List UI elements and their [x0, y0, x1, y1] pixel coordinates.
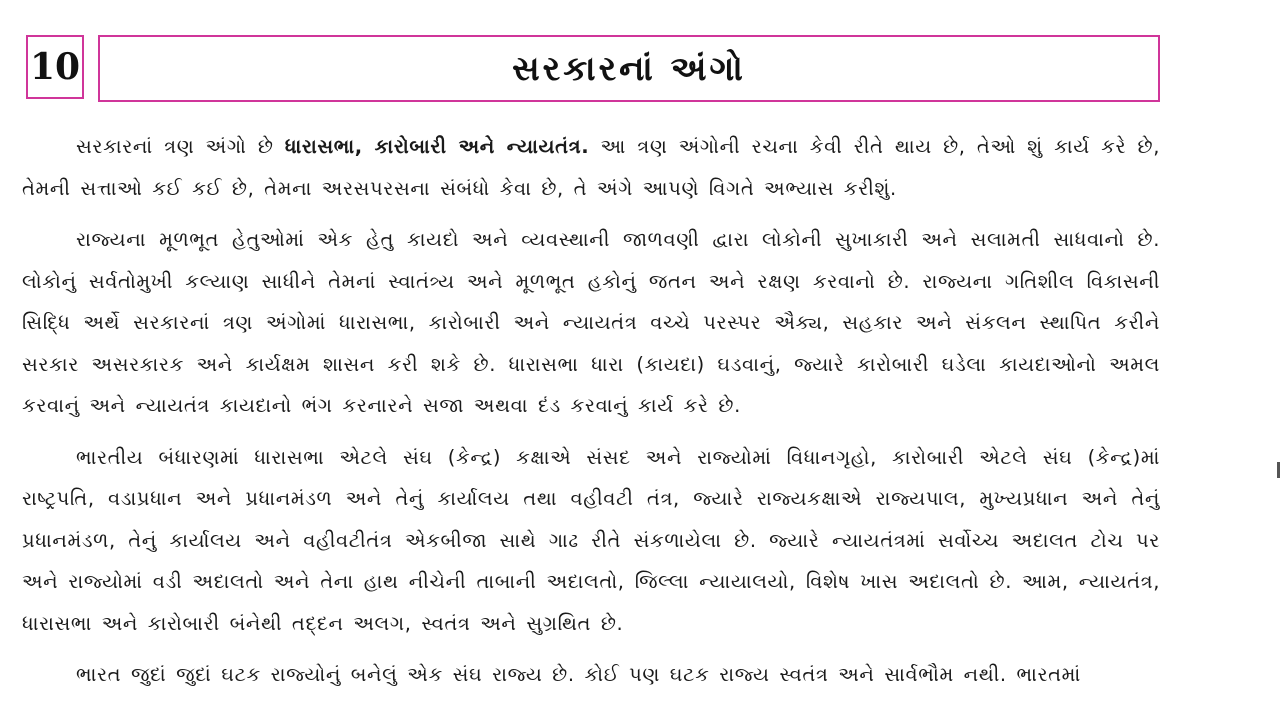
- paragraph-constitution: ભારતીય બંધારણમાં ધારાસભા એટલે સંઘ (કેન્દ્ર) કક્ષાએ સંસદ અને રાજ્યોમાં વિધાનગૃહો, કારોબારી એટલે સંઘ (કેન્દ્ર)માં રાષ્ટ્રપતિ, વડાપ્રધાન અને પ્રધાનમંડળ અને તેનું કાર્યાલય તથા વહીવટી તંત્ર, જ્યારે રાજ્યકક્ષાએ રાજ્યપાલ, મુખ્યપ્રધાન અને તેનું પ્રધાનમંડળ, તેનું કાર્યાલય અને વહીવટીતંત્ર એકબીજા સાથે ગાઢ રીતે સંકળાયેલા છે. જ્યારે ન્યાયતંત્રમાં સર્વોચ્ચ અદાલત ટોચ પર અને રાજ્યોમાં વડી અદાલતો અને તેના હાથ નીચેની તાબાની અદાલતો, જિલ્લા ન્યાયાલયો, વિશેષ ખાસ અદાલતો છે. આમ, ન્યાયતંત્ર, ધારાસભા અને કારોબારી બંનેથી તદ્દન અલગ, સ્વતંત્ર અને સુગ્રથિત છે.: [22, 445, 1160, 635]
- paragraph-intro-text: સરકારનાં ત્રણ અંગો છે: [76, 135, 285, 158]
- paragraph-purpose: રાજ્યના મૂળભૂત હેતુઓમાં એક હેતુ કાયદો અને વ્યવસ્થાની જાળવણી દ્વારા લોકોની સુખાકારી અને સલામતી સાધવાનો છે. લોકોનું સર્વતોમુખી કલ્યાણ સાધીને તેમનાં સ્વાતંત્ર્ય અને મૂળભૂત હકોનું જતન અને રક્ષણ કરવાનો છે. રાજ્યના ગતિશીલ વિકાસની સિદ્ધિ અર્થે સરકારનાં ત્રણ અંગોમાં ધારાસભા, કારોબારી અને ન્યાયતંત્ર વચ્ચે પરસ્પર ઐક્ય, સહકાર અને સંકલન સ્થાપિત કરીને સરકાર અસરકારક અને કાર્યક્ષમ શાસન કરી શકે છે. ધારાસભા ધારા (કાયદા) ઘડવાનું, જ્યારે કારોબારી ઘડેલા કાયદાઓનો અમલ કરવાનું અને ન્યાયતંત્ર કાયદાનો ભંગ કરનારને સજા અથવા દંડ કરવાનું કાર્ય કરે છે.: [22, 228, 1160, 417]
- chapter-number: 10: [26, 35, 84, 99]
- paragraph-intro-bold: ધારાસભા, કારોબારી અને ન્યાયતંત્ર.: [284, 135, 590, 158]
- paragraph-intro-rest: આ ત્રણ અંગોની રચના કેવી રીતે થાય છે, તેઓ શું કાર્ય કરે છે, તેમની સત્તાઓ કઈ કઈ છે, તેમના અરસપરસના સંબંધો કેવા છે, તે અંગે આપણે વિગતે અભ્યાસ કરીશું.: [22, 135, 1160, 200]
- paragraph-federation: ભારત જુદાં જુદાં ઘટક રાજ્યોનું બનેલું એક સંઘ રાજ્ય છે. કોઈ પણ ઘટક રાજ્ય સ્વતંત્ર અને સાર્વભૌમ નથી. ભારતમાં: [76, 663, 1081, 686]
- chapter-body: [22, 126, 1160, 706]
- paragraph-intro: [22, 126, 1160, 209]
- chapter-title: સરકારનાં અંગો: [98, 35, 1160, 102]
